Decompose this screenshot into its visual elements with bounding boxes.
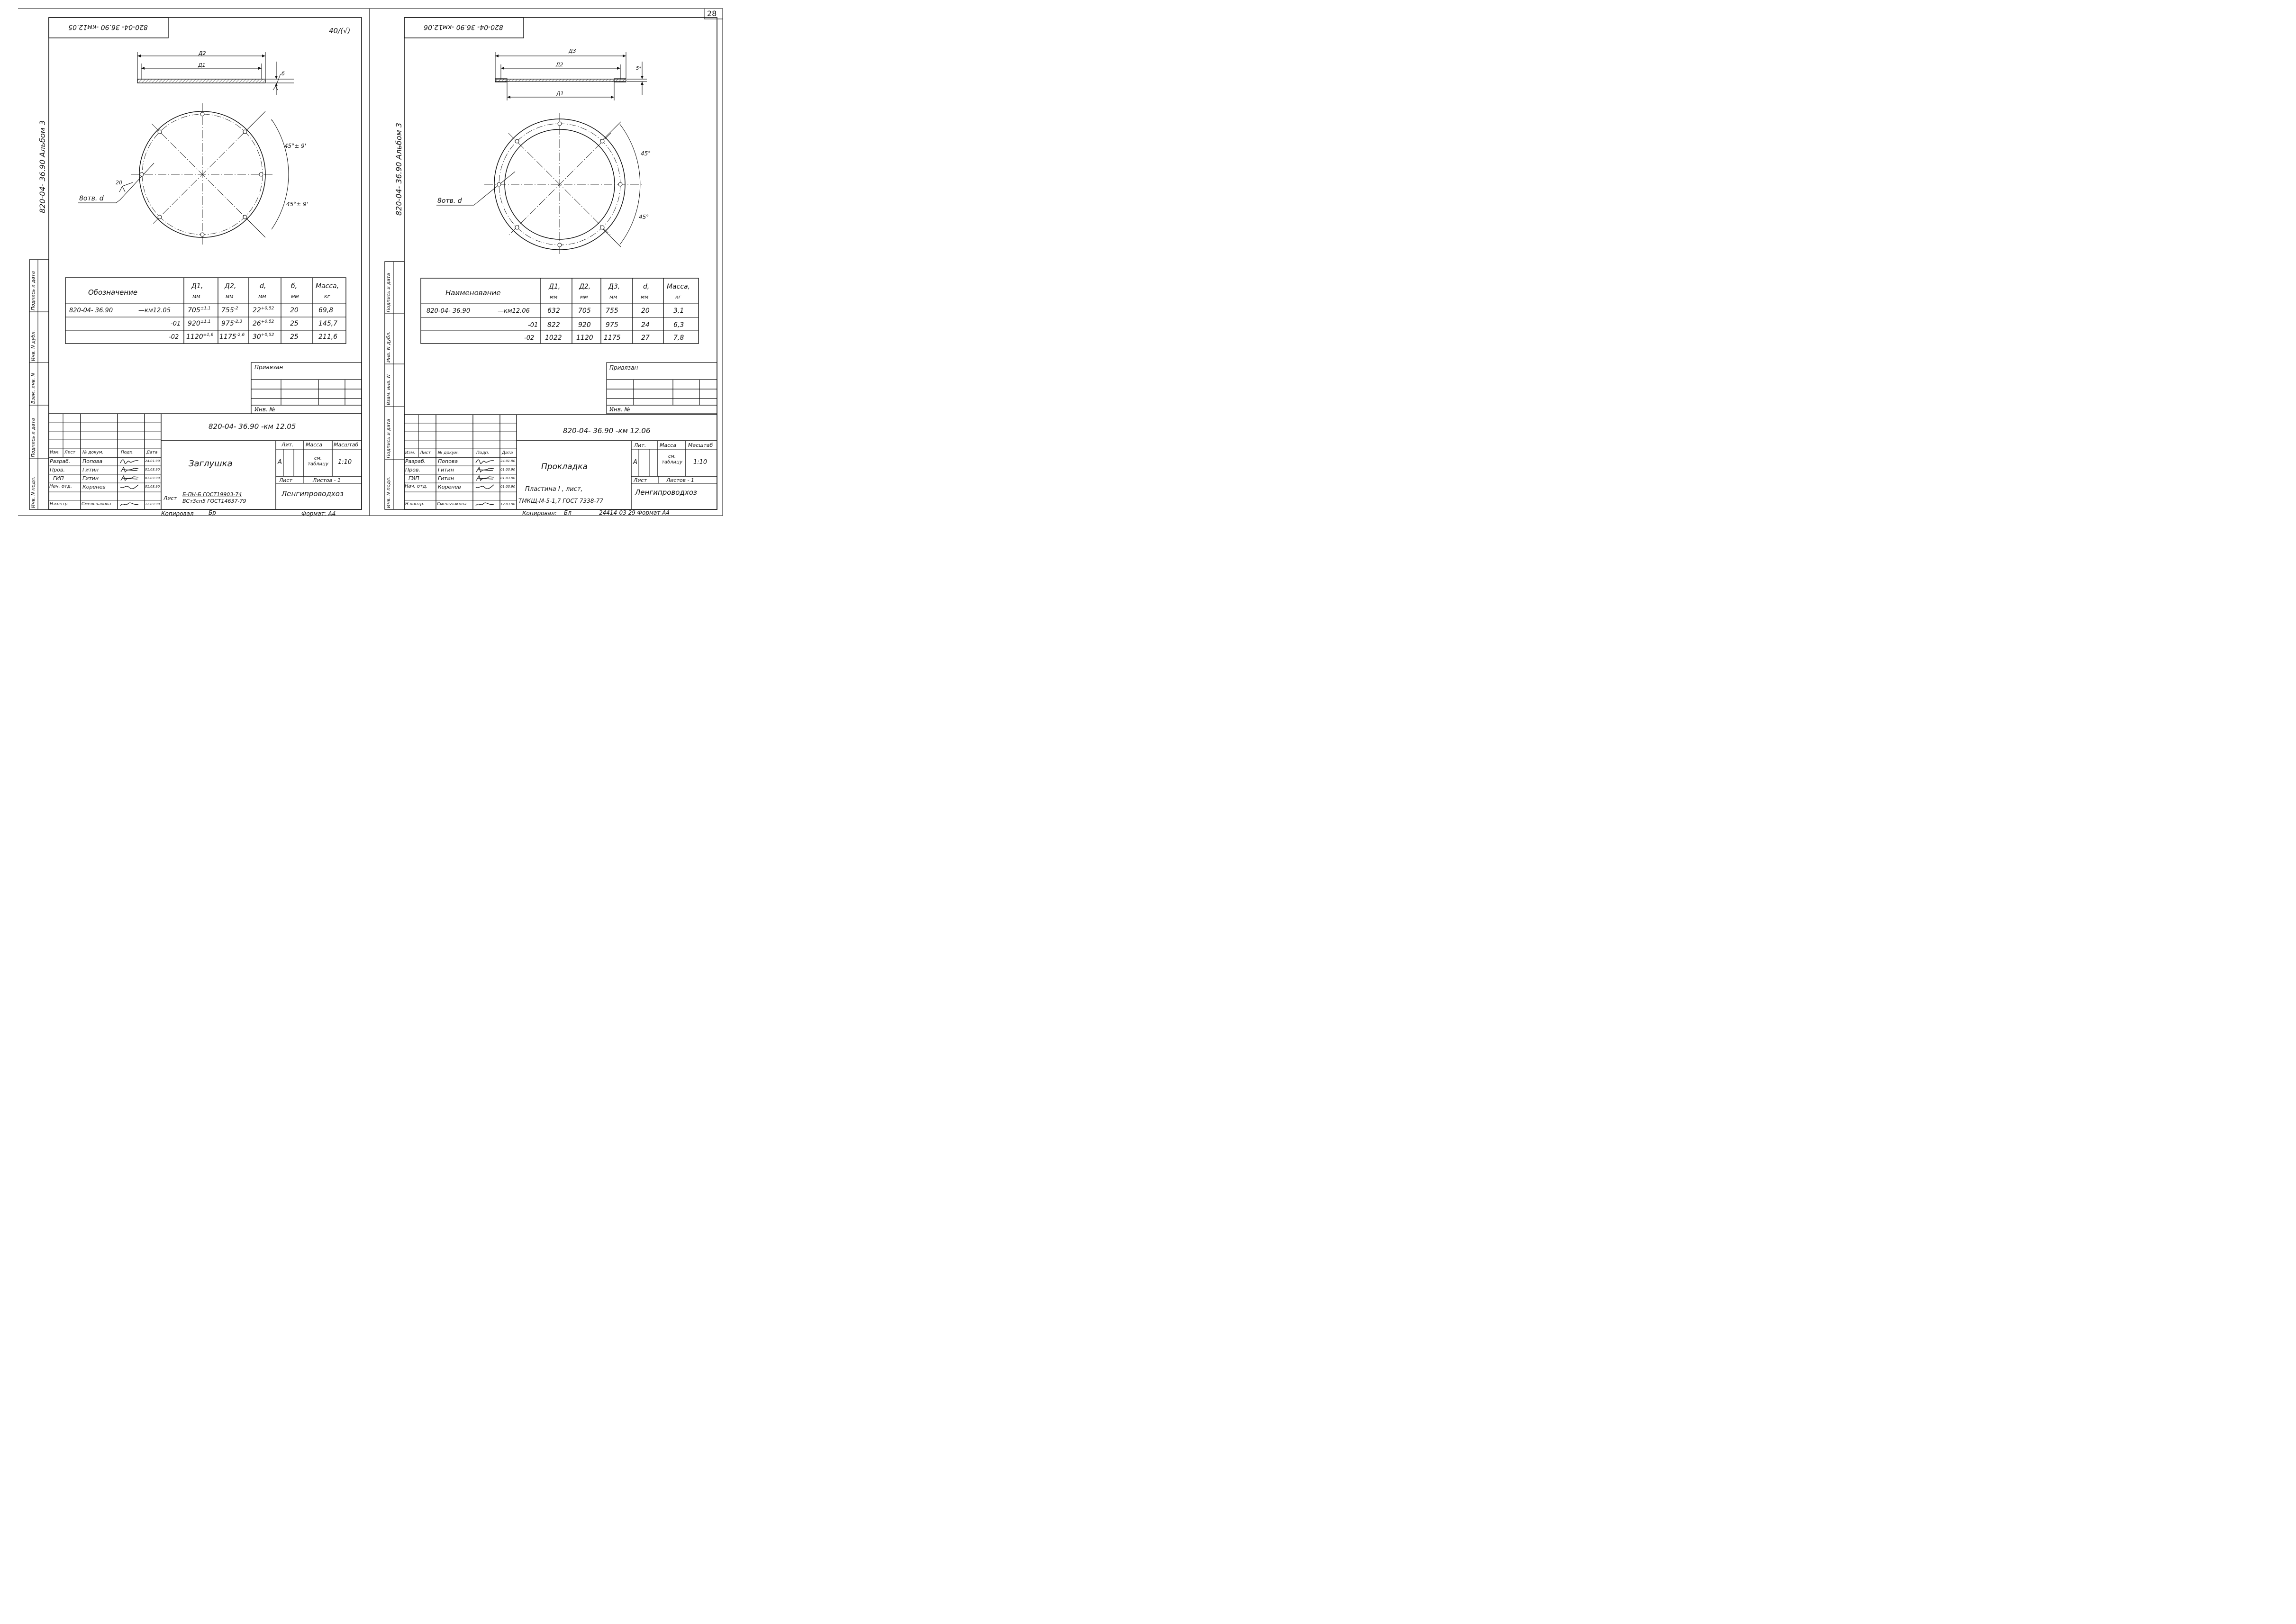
left-row2-d: $30^{+0,52}$ xyxy=(253,333,274,341)
right-mass: см. таблицу xyxy=(662,454,682,465)
right-top-stamp: 820-04- 36.90 -км12.06 xyxy=(424,23,503,31)
right-row2-mass: 7,8 xyxy=(673,334,684,342)
left-sheets-label: Листов - 1 xyxy=(313,477,341,483)
left-angle-1: 45°± 9' xyxy=(284,143,307,149)
right-staff-h4: Дата xyxy=(502,451,513,455)
left-inv-no: Инв. № xyxy=(254,406,276,413)
right-staff-h1: Лист xyxy=(420,451,431,455)
right-staff-role-3: Нач. отд. xyxy=(405,484,427,489)
right-staff-date-3: 01.03.90 xyxy=(500,485,516,489)
right-staff-role-0: Разраб. xyxy=(405,458,426,464)
right-signature-0 xyxy=(475,458,495,464)
left-holes-label: 8отв. d xyxy=(79,195,104,202)
left-staff-role-0: Разраб. xyxy=(50,458,71,464)
left-side-field-3: Инв. N дубл. xyxy=(31,330,36,361)
left-staff-name-4: Смельчакова xyxy=(82,502,111,507)
right-holes-label: 8отв. d xyxy=(437,197,462,205)
right-dim-d3: Д3 xyxy=(569,48,576,54)
left-row0-name-a: 820-04- 36.90 xyxy=(69,307,113,314)
left-staff-name-3: Коренев xyxy=(82,484,106,490)
right-row0-d2: 705 xyxy=(578,307,591,315)
page-number: 28 xyxy=(707,9,717,18)
left-signature-2 xyxy=(119,475,139,481)
left-signature-0 xyxy=(119,458,139,464)
left-row0-mass: 69,8 xyxy=(318,307,334,314)
left-row2-mass: 211,6 xyxy=(318,333,338,341)
right-inv-no: Инв. № xyxy=(609,406,631,413)
left-row2-d2: $1175^{-2,6}$ xyxy=(219,333,245,341)
right-row2-d3: 1175 xyxy=(604,334,621,342)
left-row0-d1: $705^{\pm 1,1}$ xyxy=(188,306,211,314)
left-th-d-unit: мм xyxy=(258,293,266,299)
right-side-field-1: Подпись и дата xyxy=(386,419,391,458)
left-staff-date-2: 01.03.90 xyxy=(145,476,160,480)
right-scale: 1:10 xyxy=(693,459,708,466)
right-row0-d: 20 xyxy=(641,307,650,315)
right-privyazan: Привязан xyxy=(609,364,638,371)
left-mass: см. таблицу xyxy=(308,456,328,467)
left-row1-d2: $975^{-2,3}$ xyxy=(221,319,243,327)
right-sheet-label: Лист xyxy=(634,477,647,483)
right-side-field-4: Подпись и дата xyxy=(386,273,391,312)
right-copied-sig: Бл xyxy=(564,509,572,516)
right-lit: А xyxy=(633,459,637,466)
right-staff-role-1: Пров. xyxy=(405,467,420,473)
right-staff-name-0: Попова xyxy=(438,458,458,464)
left-staff-role-1: Пров. xyxy=(50,467,65,473)
right-staff-role-2: ГИП xyxy=(408,475,419,481)
right-org: Ленгипроводхоз xyxy=(635,488,697,497)
left-row2-name-b: -02 xyxy=(169,334,179,341)
left-dim-d1: Д1 xyxy=(198,62,206,68)
left-row0-name-b: —км12.05 xyxy=(138,307,171,314)
right-gasket-view xyxy=(436,113,644,256)
left-th-d1-unit: мм xyxy=(192,293,200,299)
right-th-d1-unit: мм xyxy=(550,294,558,300)
right-row1-d2: 920 xyxy=(578,321,591,329)
right-row1-mass: 6,3 xyxy=(673,321,684,329)
left-th-d: d, xyxy=(260,282,266,290)
left-org: Ленгипроводхоз xyxy=(281,490,344,498)
right-doc-code: 820-04- 36.90 -км 12.06 xyxy=(563,426,651,435)
right-staff-name-1: Гитин xyxy=(438,467,454,473)
left-staff-name-0: Попова xyxy=(82,458,103,464)
drawing-sheet xyxy=(0,0,739,524)
left-material-label: Лист xyxy=(163,495,177,501)
right-th-d-unit: мм xyxy=(641,294,649,300)
right-row0-d3: 755 xyxy=(606,307,618,315)
right-side-album: 820-04- 36.90 Альбом 3 xyxy=(394,122,403,216)
left-row1-mass: 145,7 xyxy=(318,320,338,327)
right-side-field-2: Взам. инв. N xyxy=(386,374,391,405)
left-mass-label: Масса xyxy=(306,442,323,448)
left-side-field-4: Подпись и дата xyxy=(31,271,36,310)
right-th-d3-unit: мм xyxy=(609,294,617,300)
left-th-mass: Масса, xyxy=(316,282,339,290)
left-lit-label: Лит. xyxy=(281,442,294,448)
right-staff-date-2: 01.03.90 xyxy=(500,476,516,480)
left-copied: Копировал xyxy=(161,510,194,517)
right-row2-name-b: -02 xyxy=(524,335,535,342)
left-th-mass-unit: кг xyxy=(324,293,330,299)
left-rough-20: 20 xyxy=(116,180,122,186)
left-row2-d1: $1120^{\pm 1,6}$ xyxy=(186,333,214,341)
right-mass-label: Масса xyxy=(660,442,677,448)
right-material-2: ТМКЩ-М-5-1,7 ГОСТ 7338-77 xyxy=(518,498,603,504)
left-staff-h4: Дата xyxy=(146,450,158,455)
left-staff-date-0: 24.01.90 xyxy=(145,459,160,463)
left-angle-2: 45°± 9' xyxy=(286,201,309,208)
right-row2-d: 27 xyxy=(641,334,650,342)
right-title: Прокладка xyxy=(541,462,588,472)
left-staff-name-1: Гитин xyxy=(82,467,99,473)
left-staff-h3: Подп. xyxy=(121,450,134,455)
right-staff-h2: № докум. xyxy=(438,451,459,455)
right-angle-1: 45° xyxy=(641,150,651,157)
left-row1-name-b: -01 xyxy=(171,320,181,327)
left-format: Формат: А4 xyxy=(301,510,336,517)
left-th-name: Обозначение xyxy=(88,288,138,297)
left-side-field-0: Инв. N подл. xyxy=(31,476,36,508)
right-copied: Копировал: xyxy=(522,510,557,517)
left-th-b-unit: мм xyxy=(291,293,299,299)
left-sheet-label: Лист xyxy=(279,477,292,483)
right-staff-date-4: 12.03.90 xyxy=(500,502,516,506)
left-side-field-2: Взам. инв. N xyxy=(31,373,36,404)
right-staff-date-0: 24.01.90 xyxy=(500,459,516,463)
right-signature-4 xyxy=(475,501,495,508)
left-th-d1: Д1, xyxy=(191,282,203,290)
left-staff-date-3: 01.03.90 xyxy=(145,485,160,489)
right-th-d1: Д1, xyxy=(549,283,561,290)
right-row1-d1: 822 xyxy=(547,321,560,329)
right-signature-2 xyxy=(475,475,495,481)
left-row0-d: $22^{+0,52}$ xyxy=(253,306,274,314)
right-th-d2: Д2, xyxy=(579,283,591,290)
right-staff-date-1: 01.03.90 xyxy=(500,468,516,472)
right-row0-name-b: —км12.06 xyxy=(498,308,530,315)
left-staff-role-3: Нач. отд. xyxy=(49,484,72,489)
left-scale-label: Масштаб xyxy=(334,442,359,448)
left-title: Заглушка xyxy=(189,459,233,469)
right-staff-name-3: Коренев xyxy=(438,484,461,490)
left-lit: А xyxy=(278,459,282,466)
right-sheets-label: Листов - 1 xyxy=(666,477,695,483)
right-th-d: d, xyxy=(643,283,650,290)
right-dim-d1: Д1 xyxy=(556,91,564,97)
left-staff-date-4: 12.03.90 xyxy=(145,502,160,506)
right-staff-h0: Изм. xyxy=(405,451,416,455)
left-roughness-mark: 40/(√) xyxy=(329,27,351,35)
right-material-1: Пластина I , лист, xyxy=(525,486,583,493)
left-staff-role-4: Н.контр. xyxy=(50,502,69,507)
left-th-b: б, xyxy=(291,282,298,290)
left-staff-h0: Изм. xyxy=(50,450,60,455)
left-signature-1 xyxy=(119,466,139,473)
left-staff-h1: Лист xyxy=(64,450,75,455)
right-row0-name-a: 820-04- 36.90 xyxy=(427,308,471,315)
right-staff-name-2: Гитин xyxy=(438,475,454,481)
left-row2-b: 25 xyxy=(290,333,299,341)
left-row0-b: 20 xyxy=(290,307,299,314)
right-row1-name-b: -01 xyxy=(528,322,538,329)
right-row1-d: 24 xyxy=(641,321,650,329)
left-material-2: ВСт3сп5 ГОСТ14637-79 xyxy=(182,498,246,504)
right-format: 24414-03 29 Формат А4 xyxy=(599,509,670,516)
right-row0-mass: 3,1 xyxy=(673,307,684,315)
left-material-1: Б-ПН-Б ГОСТ19903-74 xyxy=(182,491,242,498)
drawing-lines xyxy=(0,0,739,524)
left-row1-d: $26^{+0,52}$ xyxy=(253,319,274,327)
left-dim-b: б xyxy=(281,71,285,77)
right-dim-thick: 5* xyxy=(636,66,642,71)
right-th-d2-unit: мм xyxy=(580,294,588,300)
right-lit-label: Лит. xyxy=(634,442,646,448)
right-dim-d2: Д2 xyxy=(556,62,563,68)
left-dim-d2: Д2 xyxy=(199,50,206,56)
left-signature-4 xyxy=(119,501,139,508)
right-side-field-3: Инв. N дубл. xyxy=(386,331,391,363)
right-side-field-0: Инв. N подл. xyxy=(386,476,391,508)
left-plug-view xyxy=(78,103,289,246)
left-frame xyxy=(49,18,362,509)
right-row0-d1: 632 xyxy=(547,307,560,315)
left-row1-d1: $920^{\pm 1,1}$ xyxy=(188,319,211,327)
left-staff-h2: № докум. xyxy=(82,450,104,455)
right-scale-label: Масштаб xyxy=(688,442,713,448)
right-row1-d3: 975 xyxy=(606,321,618,329)
left-scale: 1:10 xyxy=(338,459,352,466)
left-plate-section xyxy=(137,79,265,83)
left-row0-d2: $755^{-2}$ xyxy=(221,306,238,314)
right-signature-1 xyxy=(475,466,495,473)
right-th-d3: Д3, xyxy=(608,283,620,290)
left-th-d2: Д2, xyxy=(225,282,236,290)
right-signature-3 xyxy=(475,483,495,490)
left-th-d2-unit: мм xyxy=(226,293,234,299)
right-row2-d1: 1022 xyxy=(545,334,562,342)
left-copied-sig: Бр xyxy=(209,509,216,516)
left-side-field-1: Подпись и дата xyxy=(31,418,36,457)
right-th-mass: Масса, xyxy=(667,283,690,290)
left-staff-name-2: Гитин xyxy=(82,475,99,481)
right-staff-role-4: Н.контр. xyxy=(405,502,425,507)
right-row2-d2: 1120 xyxy=(576,334,593,342)
left-top-stamp: 820-04- 36.90 -км12.05 xyxy=(68,23,148,31)
right-angle-2: 45° xyxy=(639,214,649,220)
left-signature-3 xyxy=(119,483,139,490)
left-staff-role-2: ГИП xyxy=(53,475,64,481)
right-th-name: Наименование xyxy=(445,289,501,297)
right-staff-h3: Подп. xyxy=(476,451,490,455)
left-privyazan: Привязан xyxy=(254,364,283,371)
right-th-mass-unit: кг xyxy=(675,294,681,300)
left-side-album: 820-04- 36.90 Альбом 3 xyxy=(38,120,47,213)
left-staff-date-1: 01.03.90 xyxy=(145,468,160,472)
right-staff-name-4: Смельчакова xyxy=(437,502,467,507)
left-row1-b: 25 xyxy=(290,320,299,327)
left-doc-code: 820-04- 36.90 -км 12.05 xyxy=(209,422,296,431)
